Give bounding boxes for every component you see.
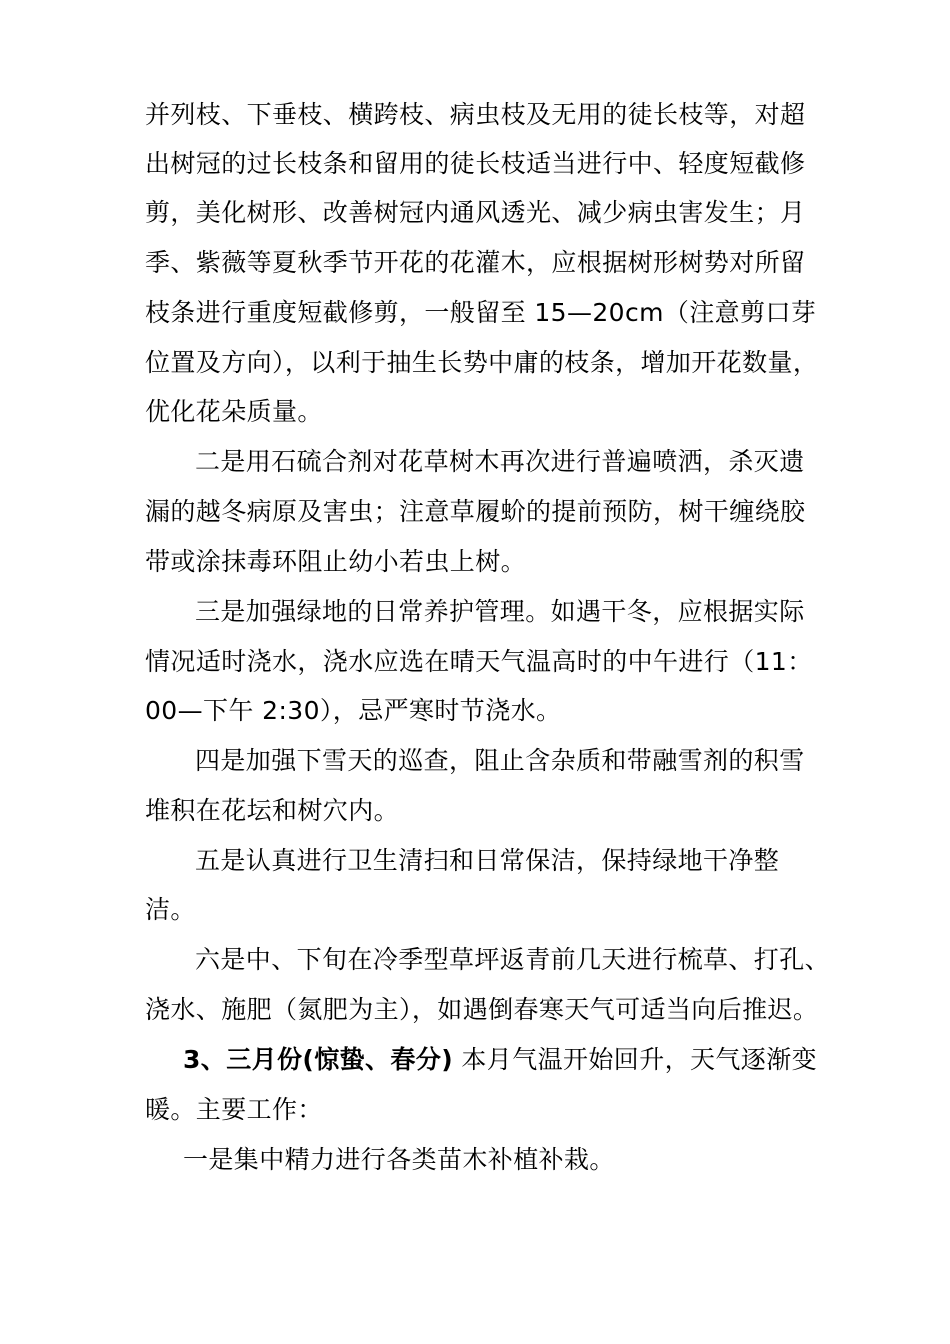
text-line: 带或涂抹毒环阻止幼小若虫上树。	[145, 547, 527, 576]
text-line: 季、紫薇等夏秋季节开花的花灌木，应根据树形树势对所留	[145, 248, 806, 277]
paragraph-four-start: 四是加强下雪天的巡查，阻止含杂质和带融雪剂的积雪	[195, 746, 805, 775]
paragraph-five-start: 五是认真进行卫生清扫和日常保洁，保持绿地干净整	[195, 846, 780, 875]
text-line: 浇水、施肥（氮肥为主），如遇倒春寒天气可适当向后推迟。	[145, 995, 819, 1024]
text-line: 漏的越冬病原及害虫；注意草履蚧的提前预防，树干缠绕胶	[145, 497, 806, 526]
text-line: 洁。	[145, 895, 196, 924]
text-line: 堆积在花坛和树穴内。	[145, 796, 400, 825]
paragraph-two-start: 二是用石硫合剂对花草树木再次进行普遍喷洒，杀灭遗	[195, 447, 805, 476]
text-line: 位置及方向），以利于抽生长势中庸的枝条，增加开花数量，	[145, 348, 819, 377]
section-intro-continued: 暖。主要工作：	[145, 1095, 323, 1124]
text-line: 00—下午 2:30），忌严寒时节浇水。	[145, 696, 562, 725]
paragraph-three-start: 三是加强绿地的日常养护管理。如遇干冬，应根据实际	[195, 597, 805, 626]
text-line: 出树冠的过长枝条和留用的徒长枝适当进行中、轻度短截修	[145, 149, 806, 178]
item-one: 一是集中精力进行各类苗木补植补栽。	[183, 1145, 615, 1174]
text-line: 优化花朵质量。	[145, 397, 323, 426]
section-heading-line	[183, 1041, 817, 1079]
section-intro: 本月气温开始回升，天气逐渐变	[453, 1045, 818, 1074]
text-line: 情况适时浇水，浇水应选在晴天气温高时的中午进行（11：	[145, 647, 813, 676]
text-line: 剪，美化树形、改善树冠内通风透光、减少病虫害发生；月	[145, 198, 806, 227]
text-line: 枝条进行重度短截修剪，一般留至 15—20cm（注意剪口芽	[145, 298, 817, 327]
section-heading: 3、三月份(惊蛰、春分)	[183, 1045, 454, 1074]
paragraph-six-start: 六是中、下旬在冷季型草坪返青前几天进行梳草、打孔、	[195, 945, 831, 974]
text-line: 并列枝、下垂枝、横跨枝、病虫枝及无用的徒长枝等，对超	[145, 100, 806, 129]
